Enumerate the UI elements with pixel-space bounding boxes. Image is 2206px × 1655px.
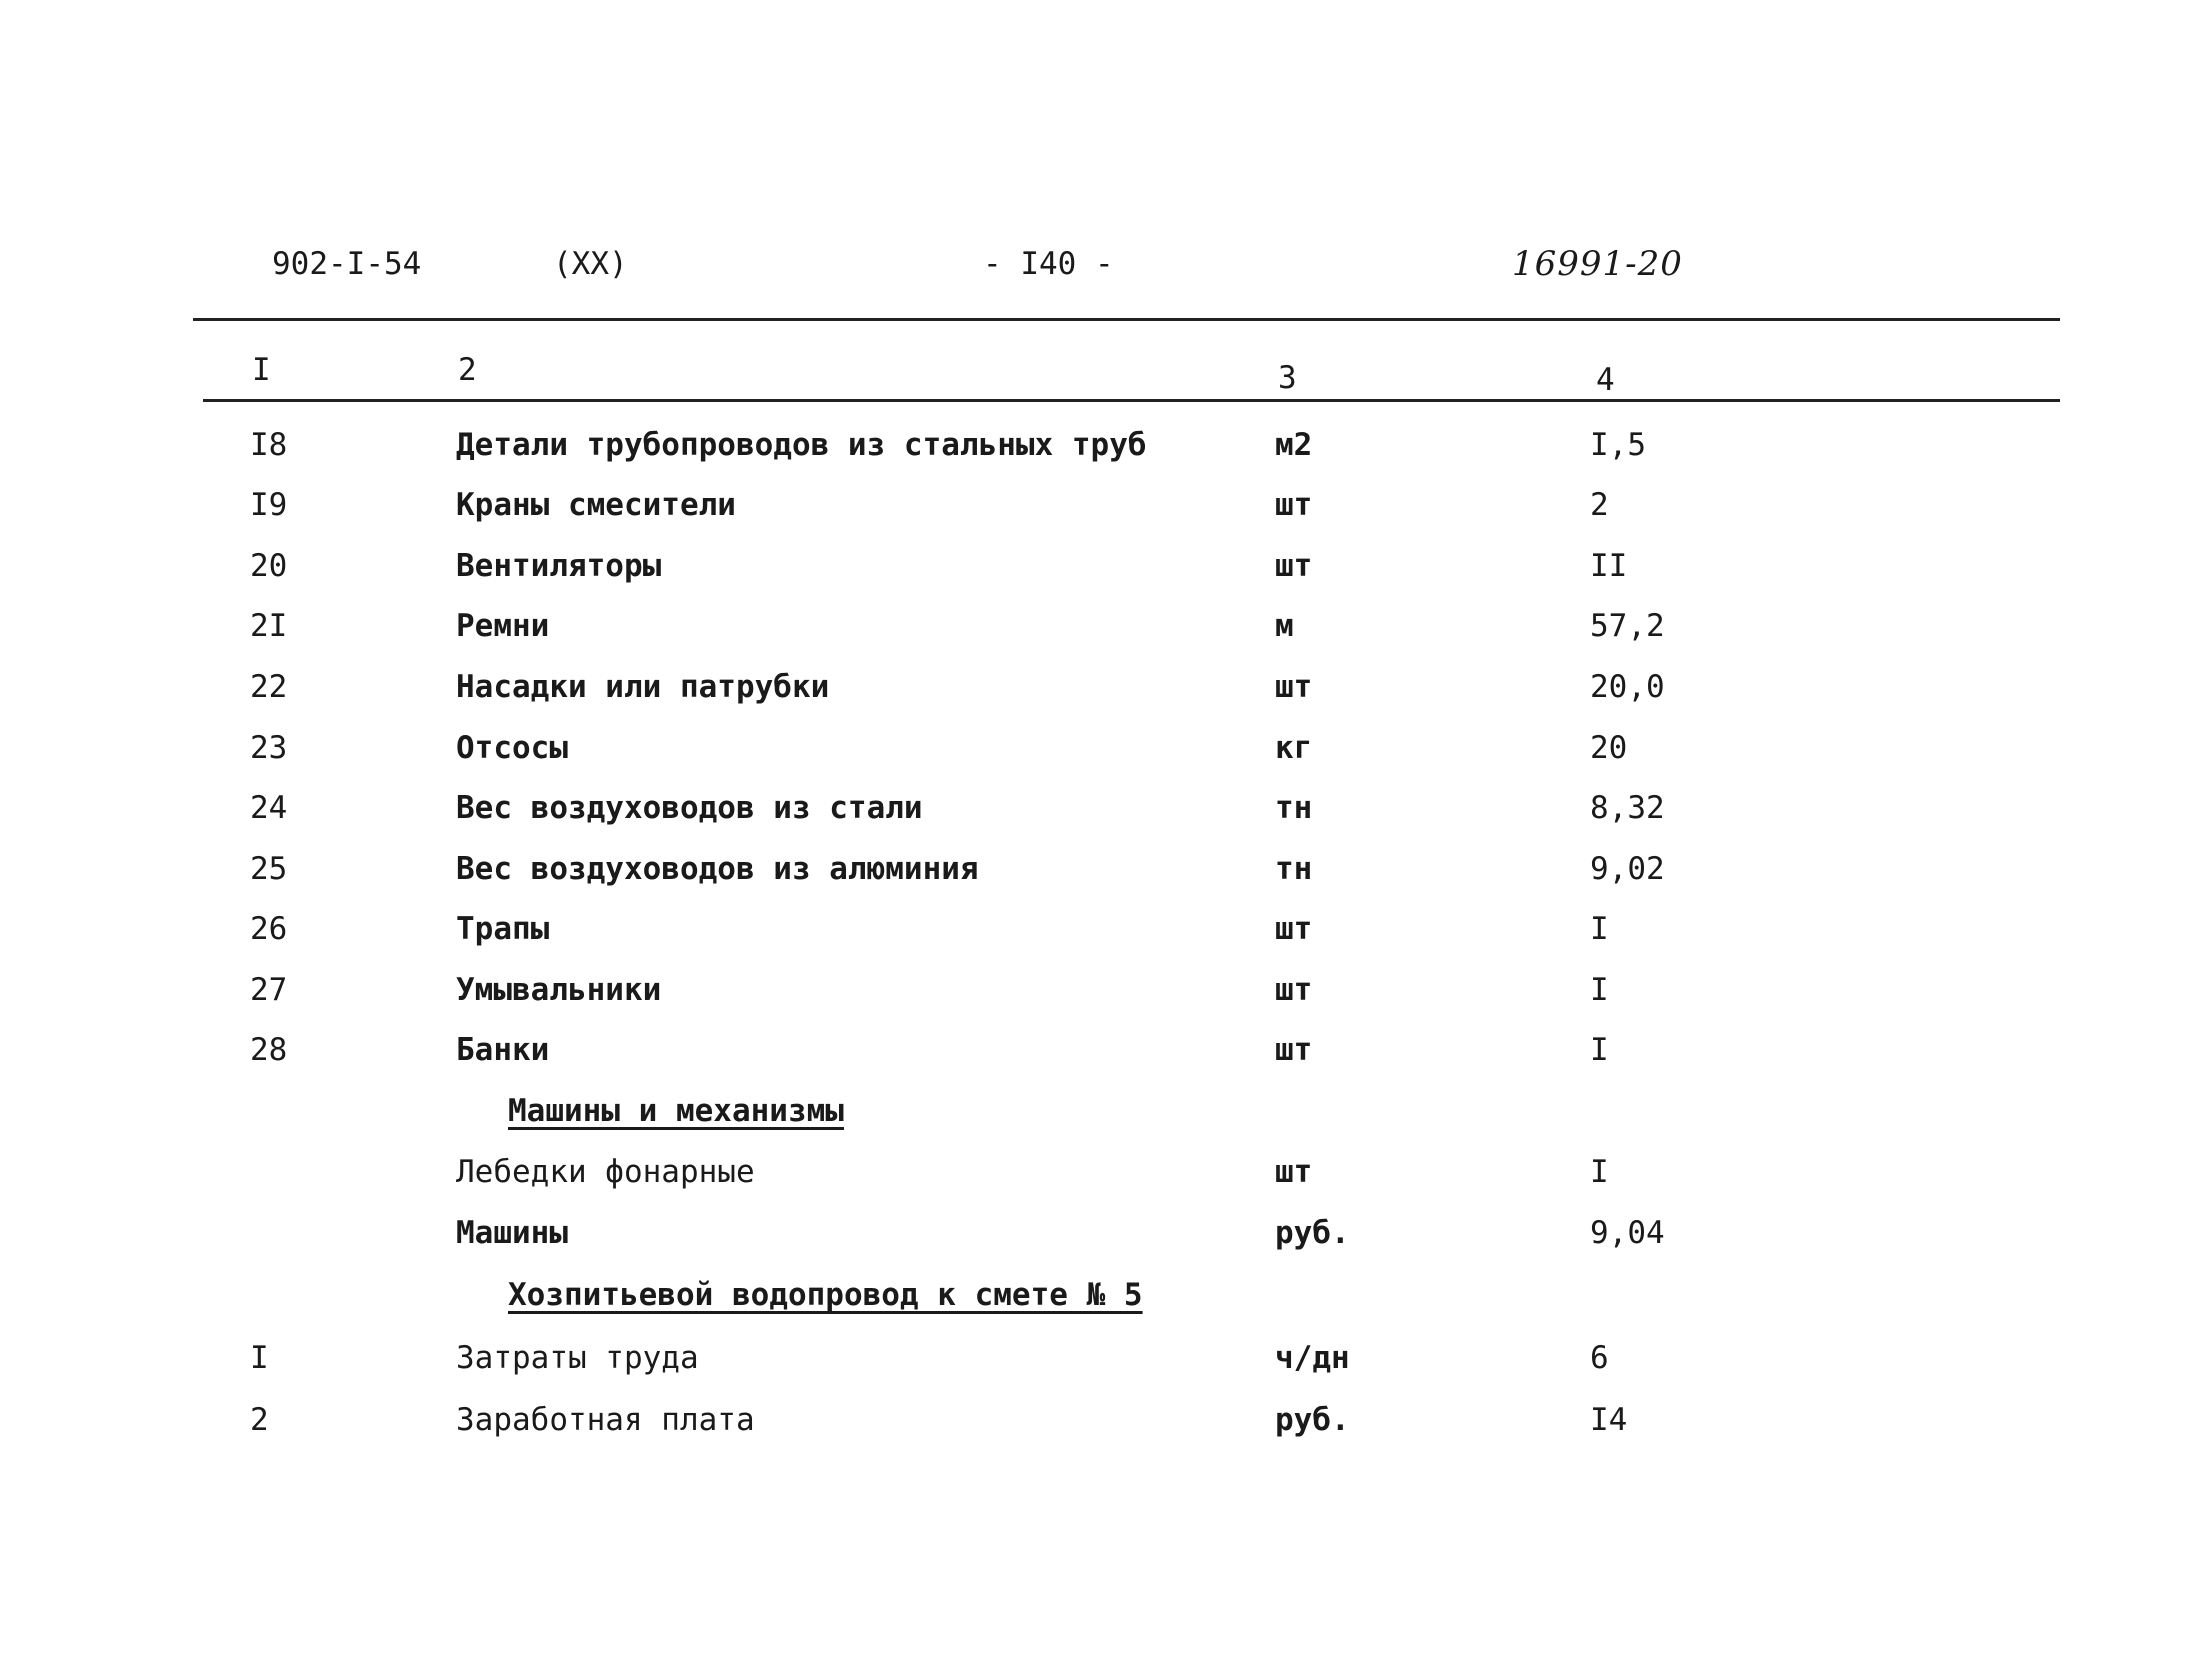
row-name: Машины: [456, 1215, 568, 1251]
row-number: 23: [250, 730, 288, 766]
row-unit: шт: [1275, 1154, 1313, 1190]
row-name: Насадки или патрубки: [456, 669, 830, 705]
table-row: [0, 1144, 2206, 1200]
row-unit: ч/дн: [1275, 1340, 1350, 1376]
row-name: Вентиляторы: [456, 548, 662, 584]
row-name: Затраты труда: [456, 1340, 699, 1376]
row-name: Банки: [456, 1032, 550, 1068]
row-value: 57,2: [1590, 608, 1665, 644]
row-name: Детали трубопроводов из стальных труб: [456, 427, 1147, 463]
column-header-1: I: [252, 352, 271, 388]
row-number: I8: [250, 427, 288, 463]
row-value: I: [1590, 911, 1609, 947]
section-title-machines: Машины и механизмы: [508, 1093, 844, 1129]
row-value: 20,0: [1590, 669, 1665, 705]
row-number: 27: [250, 972, 288, 1008]
table-row: [0, 841, 2206, 897]
row-name: Трапы: [456, 911, 550, 947]
table-row: [0, 780, 2206, 836]
table-row: [0, 1392, 2206, 1448]
sheet-reference: 16991-20: [1512, 244, 1683, 284]
table-row: [0, 538, 2206, 594]
row-value: 2: [1590, 487, 1609, 523]
row-name: Умывальники: [456, 972, 662, 1008]
row-value: II: [1590, 548, 1628, 584]
row-name: Лебедки фонарные: [456, 1154, 755, 1190]
table-row: [0, 720, 2206, 776]
doc-code: 902-I-54: [272, 246, 422, 282]
column-header-4: 4: [1596, 362, 1615, 398]
row-unit: тн: [1275, 790, 1313, 826]
row-unit: шт: [1275, 911, 1313, 947]
row-value: 6: [1590, 1340, 1609, 1376]
column-header-2: 2: [458, 352, 477, 388]
page-number: - I40 -: [983, 246, 1114, 282]
header-rule: [203, 399, 2060, 402]
row-number: 2I: [250, 608, 288, 644]
row-name: Вес воздуховодов из алюминия: [456, 851, 979, 887]
row-number: 20: [250, 548, 288, 584]
row-unit: шт: [1275, 548, 1313, 584]
row-number: 25: [250, 851, 288, 887]
row-name: Отсосы: [456, 730, 568, 766]
column-header-3: 3: [1278, 360, 1297, 396]
row-value: I,5: [1590, 427, 1646, 463]
doc-series: (XX): [553, 246, 628, 282]
row-unit: шт: [1275, 972, 1313, 1008]
row-number: I9: [250, 487, 288, 523]
row-name: Краны смесители: [456, 487, 736, 523]
top-rule: [193, 318, 2060, 321]
row-unit: руб.: [1275, 1402, 1350, 1438]
table-row: [0, 598, 2206, 654]
row-value: I: [1590, 1032, 1609, 1068]
table-row: [0, 901, 2206, 957]
table-row: [0, 962, 2206, 1018]
row-name: Вес воздуховодов из стали: [456, 790, 923, 826]
row-unit: шт: [1275, 669, 1313, 705]
table-row: [0, 477, 2206, 533]
row-number: 2: [250, 1402, 269, 1438]
section-title-water: Хозпитьевой водопровод к смете № 5: [508, 1277, 1143, 1313]
row-value: 9,02: [1590, 851, 1665, 887]
row-number: I: [250, 1340, 269, 1376]
row-unit: шт: [1275, 1032, 1313, 1068]
table-row: [0, 1022, 2206, 1078]
row-unit: кг: [1275, 730, 1313, 766]
table-row: [0, 659, 2206, 715]
table-row: [0, 417, 2206, 473]
row-number: 24: [250, 790, 288, 826]
row-unit: м: [1275, 608, 1294, 644]
row-value: I4: [1590, 1402, 1628, 1438]
row-value: 9,04: [1590, 1215, 1665, 1251]
row-value: I: [1590, 1154, 1609, 1190]
row-value: 20: [1590, 730, 1628, 766]
row-name: Ремни: [456, 608, 550, 644]
row-number: 22: [250, 669, 288, 705]
row-number: 28: [250, 1032, 288, 1068]
row-name: Заработная плата: [456, 1402, 755, 1438]
row-unit: м2: [1275, 427, 1313, 463]
row-number: 26: [250, 911, 288, 947]
row-unit: руб.: [1275, 1215, 1350, 1251]
row-unit: шт: [1275, 487, 1313, 523]
row-value: 8,32: [1590, 790, 1665, 826]
table-row: [0, 1205, 2206, 1261]
row-value: I: [1590, 972, 1609, 1008]
row-unit: тн: [1275, 851, 1313, 887]
table-row: [0, 1330, 2206, 1386]
